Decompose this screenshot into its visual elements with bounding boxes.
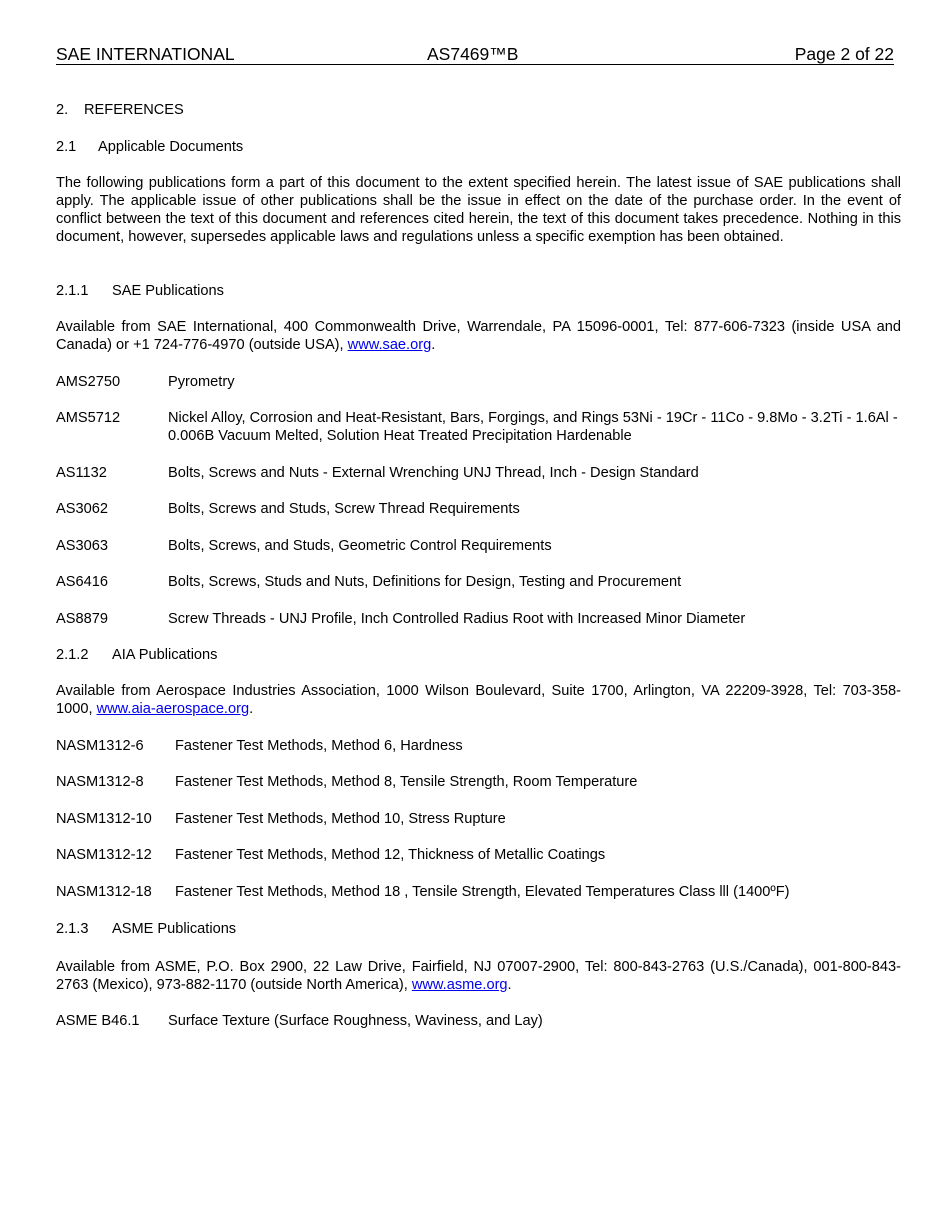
- reference-title: Bolts, Screws, and Studs, Geometric Control Requirements: [168, 538, 552, 554]
- reference-item: [56, 1012, 901, 1030]
- asme-availability-paragraph: Available from ASME, P.O. Box 2900, 22 Law Drive, Fairfield, NJ 07007-2900, Tel: 800-843-2763 (U.S./Canada), 001-800-843-2763 (Mexico), 973-882-1170 (outside North America), www.asme.org.: [56, 959, 901, 993]
- reference-title: Nickel Alloy, Corrosion and Heat-Resistant, Bars, Forgings, and Rings 53Ni - 19Cr - 11Co - 9.8Mo - 3.2Ti - 1.6Al - 0.006B Vacuum Melted, Solution Heat Treated Precipitation Hardenable: [168, 410, 898, 444]
- reference-item: [56, 573, 901, 591]
- asme-website-link[interactable]: www.asme.org: [411, 977, 508, 993]
- reference-code: NASM1312-6: [56, 738, 144, 754]
- header-page-number: Page 2 of 22: [794, 44, 894, 64]
- reference-title: Fastener Test Methods, Method 10, Stress Rupture: [175, 811, 506, 827]
- reference-title: Fastener Test Methods, Method 8, Tensile Strength, Room Temperature: [175, 774, 638, 790]
- reference-code: AS3062: [56, 501, 108, 517]
- reference-code: AS1132: [56, 465, 107, 481]
- section-heading-references: 2. REFERENCES: [56, 102, 184, 118]
- aia-website-link[interactable]: www.aia-aerospace.org: [96, 701, 250, 717]
- reference-code: AMS5712: [56, 410, 121, 426]
- reference-title: Screw Threads - UNJ Profile, Inch Controlled Radius Root with Increased Minor Diameter: [168, 611, 746, 627]
- reference-code: NASM1312-10: [56, 811, 152, 827]
- reference-code: ASME B46.1: [56, 1013, 140, 1029]
- reference-code: AMS2750: [56, 374, 121, 390]
- reference-code: AS3063: [56, 538, 108, 554]
- reference-item: [56, 846, 901, 864]
- header-doc-id: AS7469™B: [427, 44, 519, 64]
- reference-item: [56, 810, 901, 828]
- reference-item: [56, 500, 901, 518]
- reference-item: [56, 409, 901, 445]
- reference-title: Fastener Test Methods, Method 18 , Tensile Strength, Elevated Temperatures Class lll (1400ºF): [175, 884, 790, 900]
- reference-title: Fastener Test Methods, Method 6, Hardness: [175, 738, 463, 754]
- reference-item: [56, 537, 901, 555]
- reference-title: Bolts, Screws, Studs and Nuts, Definitions for Design, Testing and Procurement: [168, 574, 682, 590]
- sae-website-link[interactable]: www.sae.org: [347, 337, 432, 353]
- reference-item: [56, 373, 901, 391]
- reference-code: AS6416: [56, 574, 108, 590]
- reference-code: AS8879: [56, 611, 108, 627]
- reference-item: [56, 773, 901, 791]
- reference-item: [56, 610, 901, 628]
- reference-item: [56, 737, 901, 755]
- header-org: SAE INTERNATIONAL: [56, 44, 235, 64]
- reference-title: Pyrometry: [168, 374, 235, 390]
- reference-code: NASM1312-12: [56, 847, 152, 863]
- reference-title: Surface Texture (Surface Roughness, Waviness, and Lay): [168, 1013, 543, 1029]
- reference-title: Bolts, Screws and Nuts - External Wrenching UNJ Thread, Inch - Design Standard: [168, 465, 699, 481]
- reference-item: [56, 883, 901, 901]
- section-heading-asme-publications: 2.1.3 ASME Publications: [56, 921, 237, 937]
- section-heading-sae-publications: 2.1.1 SAE Publications: [56, 283, 224, 299]
- page-header: [56, 44, 894, 65]
- reference-title: Bolts, Screws and Studs, Screw Thread Requirements: [168, 501, 520, 517]
- reference-code: NASM1312-18: [56, 884, 152, 900]
- aia-availability-paragraph: Available from Aerospace Industries Association, 1000 Wilson Boulevard, Suite 1700, Arlington, VA 22209-3928, Tel: 703-358-1000, www.aia-aerospace.org.: [56, 683, 901, 717]
- sae-availability-paragraph: Available from SAE International, 400 Commonwealth Drive, Warrendale, PA 15096-0001, Tel: 877-606-7323 (inside USA and Canada) or +1 724-776-4970 (outside USA), www.sae.org.: [56, 319, 901, 353]
- reference-title: Fastener Test Methods, Method 12, Thickness of Metallic Coatings: [175, 847, 606, 863]
- reference-item: [56, 464, 901, 482]
- section-heading-applicable-documents: 2.1 Applicable Documents: [56, 139, 244, 155]
- reference-code: NASM1312-8: [56, 774, 144, 790]
- intro-paragraph: The following publications form a part of this document to the extent specified herein. The latest issue of SAE publications shall apply. The applicable issue of other publications shall be the issue in effect on the date of the purchase order. In the event of conflict between the text of this document and references cited herein, the text of this document takes precedence. Nothing in this document, however, supersedes applicable laws and regulations unless a specific exemption has been obtained.: [56, 175, 901, 245]
- section-heading-aia-publications: 2.1.2 AIA Publications: [56, 647, 218, 663]
